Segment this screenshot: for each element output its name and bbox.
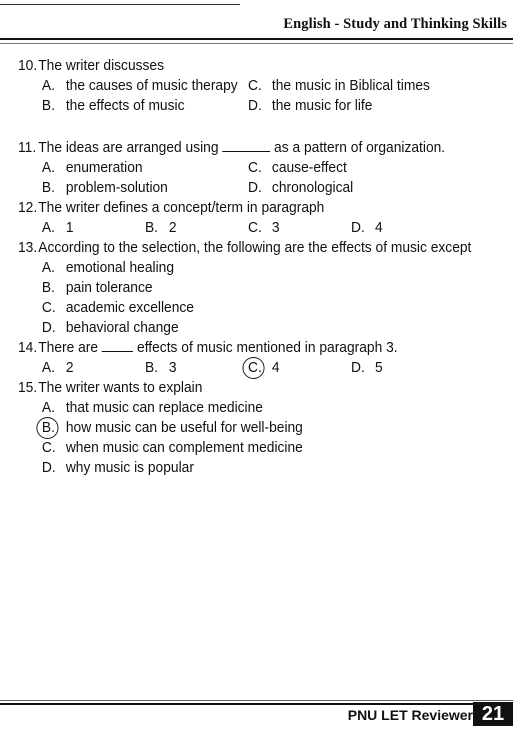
option-d[interactable]: D. the music for life bbox=[248, 97, 373, 114]
question-list bbox=[18, 56, 507, 478]
header-divider bbox=[0, 38, 513, 44]
option-c[interactable]: C. 4 bbox=[248, 358, 351, 378]
question-stem: 11. The ideas are arranged using as a pattern of organization. bbox=[18, 139, 446, 156]
option-b[interactable]: B. problem-solution bbox=[41, 179, 168, 196]
option-b[interactable]: B. pain tolerance bbox=[41, 279, 153, 296]
option-a[interactable]: A. 2 bbox=[41, 359, 74, 376]
options bbox=[18, 398, 507, 478]
option-c[interactable]: C. cause-effect bbox=[248, 159, 347, 176]
options bbox=[18, 76, 507, 116]
option-c[interactable]: C. academic excellence bbox=[41, 299, 194, 316]
option-a[interactable]: A. 1 bbox=[41, 219, 74, 236]
footer-book-title: PNU LET Reviewer bbox=[347, 707, 473, 723]
question-13 bbox=[18, 238, 507, 338]
page-number: 21 bbox=[473, 702, 513, 726]
option-b[interactable]: B. how music can be useful for well-being bbox=[42, 418, 454, 438]
options bbox=[18, 258, 507, 338]
option-c[interactable]: C. when music can complement medicine bbox=[41, 439, 303, 456]
question-stem: 14.There are effects of music mentioned in paragraph 3. bbox=[18, 339, 398, 356]
options bbox=[18, 218, 507, 238]
option-d[interactable]: D. 5 bbox=[351, 359, 383, 376]
question-stem: 12.The writer defines a concept/term in paragraph bbox=[18, 199, 325, 216]
question-12 bbox=[18, 198, 507, 238]
answer-blank bbox=[222, 139, 270, 152]
answer-blank bbox=[102, 339, 133, 352]
option-c[interactable]: C. the music in Biblical times bbox=[248, 77, 430, 94]
question-stem: 15.The writer wants to explain bbox=[18, 379, 203, 396]
option-c[interactable]: C. 3 bbox=[248, 219, 280, 236]
option-d[interactable]: D. chronological bbox=[248, 179, 354, 196]
option-b[interactable]: B. 2 bbox=[144, 219, 177, 236]
option-b[interactable]: B. the effects of music bbox=[41, 97, 185, 114]
option-a[interactable]: A. enumeration bbox=[41, 159, 143, 176]
question-stem: 10.The writer discusses bbox=[18, 57, 165, 74]
page-header-title: English - Study and Thinking Skills bbox=[283, 16, 507, 32]
option-d[interactable]: D. 4 bbox=[351, 219, 383, 236]
answer-circle-mark bbox=[242, 357, 264, 379]
option-b[interactable]: B. 3 bbox=[144, 359, 177, 376]
answer-circle-mark bbox=[36, 417, 58, 439]
option-d[interactable]: D. why music is popular bbox=[41, 459, 194, 476]
question-14 bbox=[18, 338, 507, 378]
option-d[interactable]: D. behavioral change bbox=[41, 319, 179, 336]
options bbox=[18, 158, 507, 198]
options bbox=[18, 358, 507, 378]
option-a[interactable]: A. emotional healing bbox=[41, 259, 175, 276]
question-10 bbox=[18, 56, 507, 116]
option-a[interactable]: A. that music can replace medicine bbox=[41, 399, 263, 416]
footer-divider bbox=[0, 700, 513, 705]
option-a[interactable]: A. the causes of music therapy bbox=[41, 77, 238, 94]
question-15 bbox=[18, 378, 507, 478]
question-stem: 13.According to the selection, the following are the effects of music except bbox=[18, 239, 472, 256]
question-11 bbox=[18, 138, 507, 198]
top-decorative-rule bbox=[0, 4, 240, 5]
spacer bbox=[18, 116, 507, 138]
